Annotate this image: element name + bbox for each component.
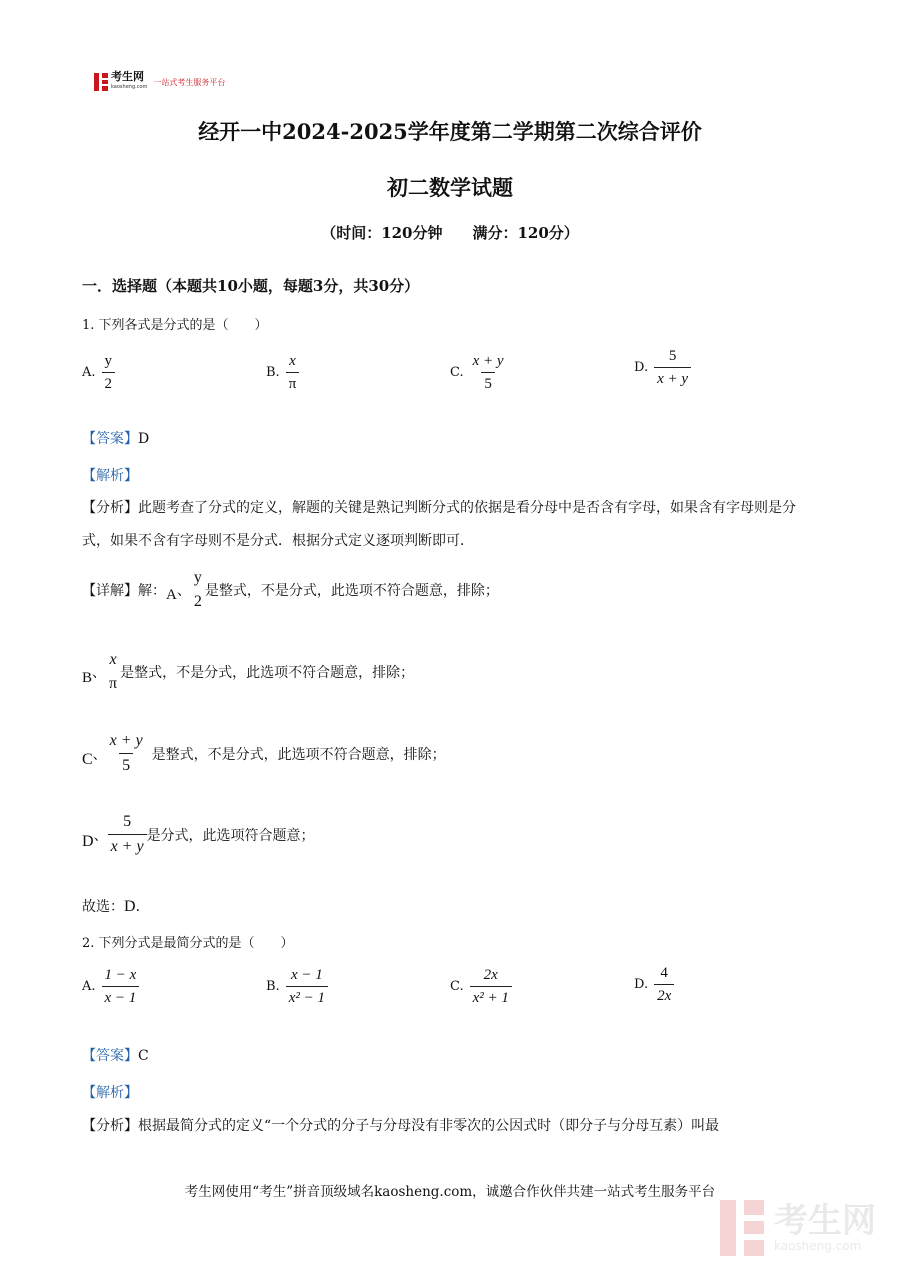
- q1-answer: 【答案】D: [82, 431, 150, 447]
- q1-conclusion: 故选：D．: [82, 898, 150, 915]
- fraction: y 2: [193, 569, 202, 610]
- q2-stem: 2. 下列分式是最简分式的是（ ）: [82, 936, 294, 951]
- fraction: $\frac{x + y}{5}$: [109, 732, 143, 774]
- q2-analysis-text: 【分析】根据最简分式的定义“一个分式的分子与分母没有非零次的公因式时（即分子与分母互素）叫最: [82, 1118, 720, 1134]
- q1-option-d: D. $\frac{5}{x + y}$: [634, 347, 691, 388]
- logo-domain: kaosheng.com: [111, 84, 148, 90]
- logo-icon: [94, 73, 108, 91]
- q1-detail-b: B 、 x π 是整式，不是分式，此选项不符合题意，排除；: [82, 651, 415, 692]
- q1-option-b: B. $\frac{x}{\pi}$: [266, 352, 299, 393]
- watermark: [720, 1200, 876, 1256]
- watermark-domain: kaosheng.com: [774, 1239, 862, 1253]
- fraction: $\frac{x}{\pi}$: [286, 352, 300, 393]
- footer-text: 考生网使用“考生”拼音顶级域名kaosheng.com，诚邀合作伙伴共建一站式考生服务平台: [184, 1184, 716, 1200]
- q2-analysis-tag: 【解析】: [82, 1085, 138, 1101]
- fraction: $\frac{2x}{\text{x² + 1}}$: [470, 966, 512, 1007]
- fraction: $\frac{x + y}{5}$: [472, 353, 504, 392]
- fraction: $\frac{y}{2}$: [102, 352, 116, 393]
- site-logo: [94, 72, 225, 92]
- q2-option-d: D. $\frac{4}{2x}$: [634, 964, 674, 1005]
- q2-option-c: C. $\frac{2x}{\text{x² + 1}}$: [450, 966, 512, 1007]
- fraction: $\frac{5}{x + y}$: [654, 347, 691, 388]
- fraction: $\frac{4}{2x}$: [654, 964, 674, 1005]
- section-heading: 一．选择题（本题共10小题，每题3分，共30分）: [82, 277, 420, 295]
- exam-title: 经开一中2024-2025学年度第二学期第二次综合评价: [198, 119, 702, 144]
- watermark-name: 考生网: [774, 1201, 876, 1241]
- q2-answer: 【答案】C: [82, 1048, 149, 1064]
- logo-name: 考生网: [111, 70, 144, 83]
- watermark-logo-icon: [720, 1200, 768, 1256]
- fraction: $\frac{x - 1}{\text{x² − 1}}$: [286, 966, 328, 1007]
- q1-detail-c: C 、 $\frac{x + y}{5}$ 是整式，不是分式，此选项不符合题意，排除；: [82, 732, 446, 774]
- q2-option-b: B. $\frac{x - 1}{\text{x² − 1}}$: [266, 966, 328, 1007]
- q1-analysis-tag: 【解析】: [82, 468, 138, 484]
- q1-option-a: A. $\frac{y}{2}$: [82, 352, 115, 393]
- fraction: x π: [109, 651, 118, 692]
- q1-option-c: C. $\frac{x + y}{5}$: [450, 352, 507, 393]
- exam-subtitle: 初二数学试题: [387, 175, 513, 200]
- q2-option-a: A. $\frac{1 - x}{x - 1}$: [82, 966, 139, 1007]
- q1-analysis-text: 【分析】此题考查了分式的定义，解题的关键是熟记判断分式的依据是看分母中是否含有字母，如果含有字母则是分式，如果不含有字母则不是分式．根据分式定义逐项判断即可．: [82, 500, 796, 549]
- q1-stem: 1. 下列各式是分式的是（ ）: [82, 318, 268, 333]
- logo-slogan: 一站式考生服务平台: [153, 77, 226, 87]
- exam-time-info: （时间：120分钟 满分：120分）: [321, 224, 579, 242]
- q1-detail-a: 【详解】解： A 、 y 2 是整式，不是分式，此选项不符合题意，排除；: [82, 569, 499, 610]
- fraction: $\frac{5}{x + y}$: [108, 812, 147, 857]
- fraction: $\frac{1 - x}{x - 1}$: [102, 966, 140, 1007]
- q1-detail-d: D 、 $\frac{5}{x + y}$ 是分式，此选项符合题意；: [82, 813, 315, 855]
